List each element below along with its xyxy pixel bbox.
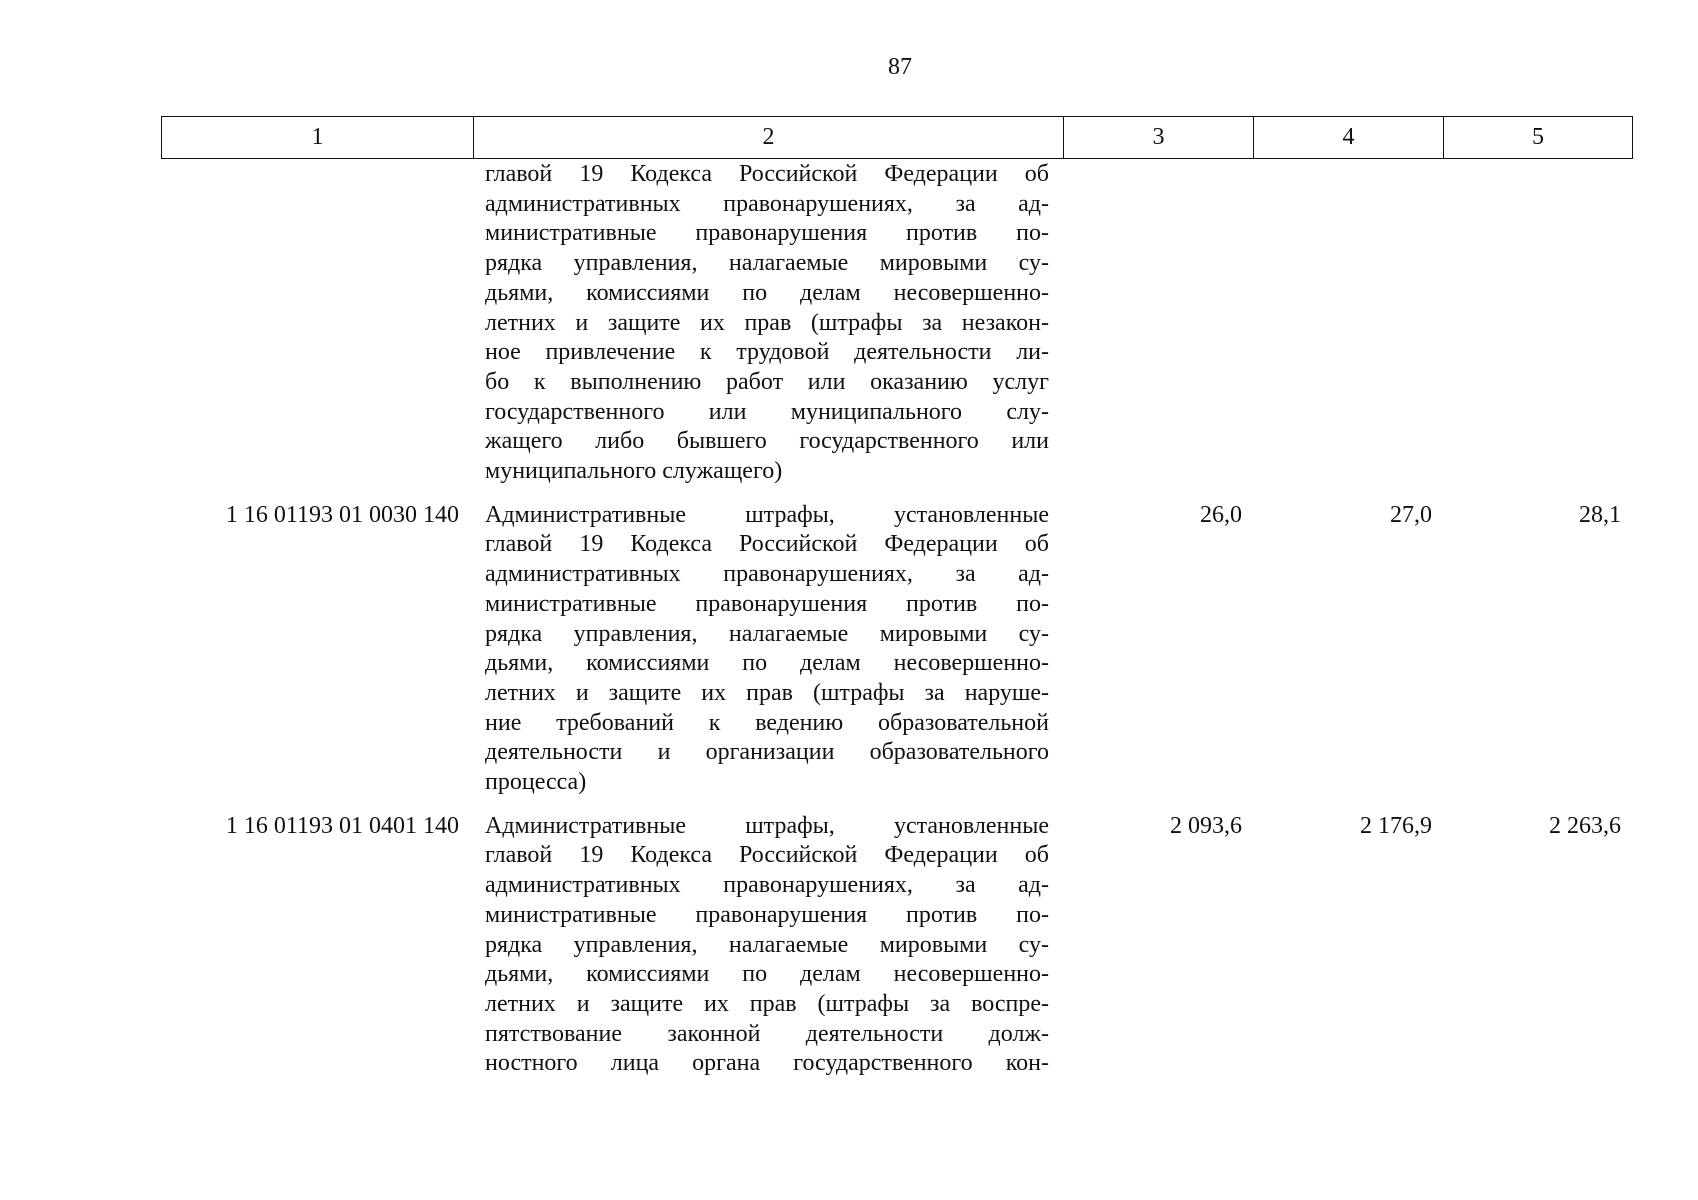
header-row [162, 117, 1633, 159]
description-line: главой 19 Кодекса Российской Федерации об [485, 842, 1049, 869]
page-number: 87 [888, 54, 912, 80]
description-line: ние требований к ведению образовательной [485, 709, 1049, 736]
value-col3 [1063, 160, 1253, 487]
value-col3: 2 093,6 [1170, 812, 1242, 839]
value-col3: 26,0 [1200, 501, 1242, 528]
description-line: процесса) [485, 769, 587, 796]
description-line: летних и защите их прав (штрафы за наруше- [485, 679, 1049, 706]
description-line: министративные правонарушения против по- [485, 220, 1049, 247]
header-cell-4: 4 [1254, 117, 1444, 159]
table-row [161, 501, 1632, 798]
description-line: административных правонарушениях, за ад- [485, 872, 1049, 899]
budget-code [161, 160, 473, 487]
description-line: рядка управления, налагаемые мировыми су- [485, 931, 1049, 958]
description-line: пятствование законной деятельности долж- [485, 1020, 1049, 1047]
value-col5 [1443, 160, 1632, 487]
row-description [473, 501, 1063, 798]
budget-code: 1 16 01193 01 0030 140 [225, 501, 459, 528]
description-line: Административные штрафы, установленные [485, 501, 1049, 528]
description-line: дьями, комиссиями по делам несовершенно- [485, 961, 1049, 988]
description-line: дьями, комиссиями по делам несовершенно- [485, 279, 1049, 306]
description-line: административных правонарушениях, за ад- [485, 190, 1049, 217]
description-line: государственного или муниципального слу- [485, 398, 1049, 425]
description-line: муниципального служащего) [485, 458, 783, 485]
description-line: Административные штрафы, установленные [485, 812, 1049, 839]
description-line: бо к выполнению работ или оказанию услуг [485, 368, 1049, 395]
description-line: рядка управления, налагаемые мировыми су- [485, 620, 1049, 647]
header-cell-3: 3 [1064, 117, 1254, 159]
description-line: ностного лица органа государственного кон- [485, 1050, 1049, 1077]
description-line: летних и защите их прав (штрафы за воспре- [485, 990, 1049, 1017]
value-col4: 27,0 [1390, 501, 1432, 528]
table-body [161, 160, 1632, 1093]
description-line: деятельности и организации образовательного [485, 739, 1049, 766]
row-description [473, 812, 1063, 1079]
description-line: ное привлечение к трудовой деятельности ли- [485, 339, 1049, 366]
description-line: главой 19 Кодекса Российской Федерации об [485, 161, 1049, 187]
header-cell-2: 2 [474, 117, 1064, 159]
description-line: главой 19 Кодекса Российской Федерации об [485, 531, 1049, 558]
description-line: министративные правонарушения против по- [485, 901, 1049, 928]
description-line: административных правонарушениях, за ад- [485, 561, 1049, 588]
description-line: летних и защите их прав (штрафы за незакон- [485, 309, 1049, 336]
table-row [161, 160, 1632, 487]
description-line: рядка управления, налагаемые мировыми су- [485, 250, 1049, 277]
row-description [473, 160, 1063, 487]
value-col4 [1253, 160, 1443, 487]
description-line: дьями, комиссиями по делам несовершенно- [485, 650, 1049, 677]
table-header [161, 116, 1633, 159]
description-line: жащего либо бывшего государственного или [485, 428, 1049, 455]
value-col5: 28,1 [1579, 501, 1621, 528]
table-row [161, 812, 1632, 1079]
description-line: министративные правонарушения против по- [485, 590, 1049, 617]
budget-code: 1 16 01193 01 0401 140 [225, 812, 459, 839]
header-cell-1: 1 [162, 117, 474, 159]
value-col4: 2 176,9 [1360, 812, 1432, 839]
header-cell-5: 5 [1444, 117, 1633, 159]
value-col5: 2 263,6 [1549, 812, 1621, 839]
